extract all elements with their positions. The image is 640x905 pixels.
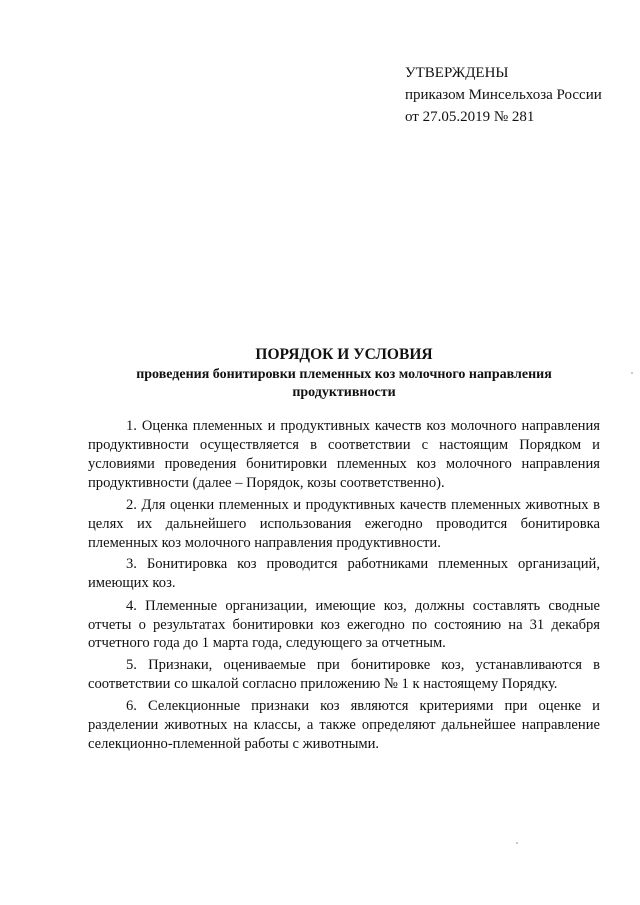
approval-stamp [405,62,602,128]
paragraph-5: 5. Признаки, оцениваемые при бонитировке коз, устанавливаются в соответствии со шкалой согласно приложению № 1 к настоящему Порядку. [88,656,600,692]
approval-heading: УТВЕРЖДЕНЫ [405,65,509,81]
paragraph-6: 6. Селекционные признаки коз являются критериями при оценке и разделении животных на классы, а также определяют дальнейшее направление селекционно-племенной работы с животными. [88,698,600,753]
scan-speck [631,372,633,374]
document-subtitle-line-2: продуктивности [292,385,396,400]
document-body [88,417,600,758]
approval-order-line: приказом Минсельхоза России [405,87,602,103]
document-subtitle-line-1: проведения бонитировки племенных коз молочного направления [136,367,552,382]
paragraph-4: 4. Племенные организации, имеющие коз, должны составлять сводные отчеты о результатах бонитировки коз ежегодно по состоянию на 31 декабря отчетного года до 1 марта года, следующего за отчетным. [88,597,600,652]
document-title: ПОРЯДОК И УСЛОВИЯ [255,346,433,363]
approval-date-line: от 27.05.2019 № 281 [405,109,535,125]
document-title-block [88,345,600,401]
paragraph-3: 3. Бонитировка коз проводится работниками племенных организаций, имеющих коз. [88,556,600,592]
paragraph-2: 2. Для оценки племенных и продуктивных качеств племенных животных в целях их дальнейшего использования ежегодно проводится бонитировка племенных коз молочного направления продуктивности. [88,497,600,552]
scan-speck [516,842,518,844]
paragraph-1: 1. Оценка племенных и продуктивных качеств коз молочного направления продуктивности осуществляется в соответствии с настоящим Порядком и условиями проведения бонитировки племенных коз молочного направления продуктивности (далее – Порядок, козы соответственно). [88,418,600,491]
